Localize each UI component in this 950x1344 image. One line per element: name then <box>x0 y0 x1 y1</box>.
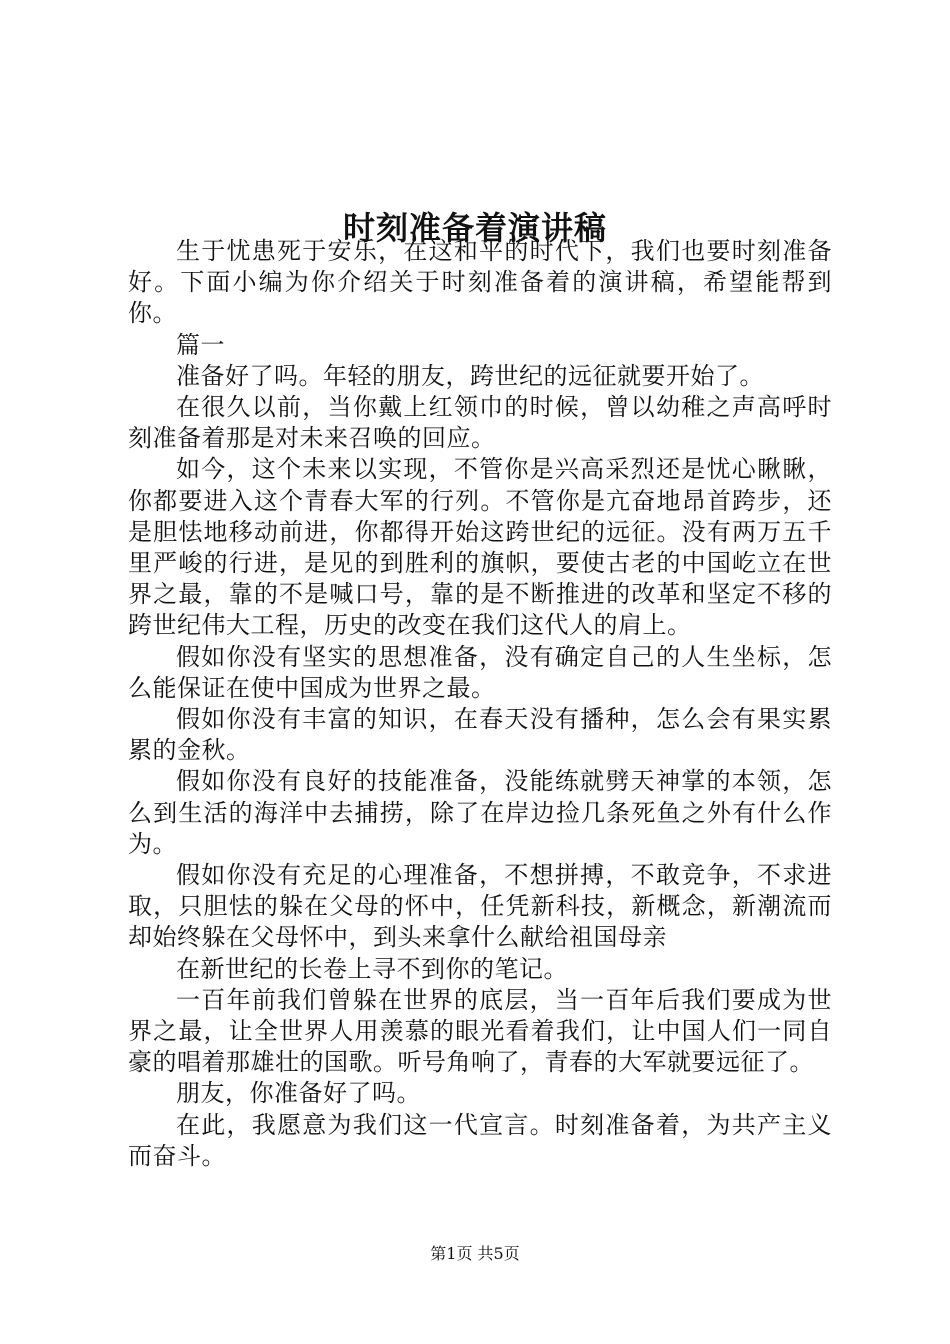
paragraph: 假如你没有坚实的思想准备，没有确定自己的人生坐标，怎么能保证在使中国成为世界之最。 <box>128 642 832 702</box>
document-body <box>128 236 832 1172</box>
document-title: 时刻准备着演讲稿 <box>342 209 607 248</box>
paragraph: 在很久以前，当你戴上红领巾的时候，曾以幼稚之声高呼时刻准备着那是对未来召唤的回应。 <box>128 393 832 453</box>
paragraph: 一百年前我们曾躲在世界的底层，当一百年后我们要成为世界之最，让全世界人用羡慕的眼光看着我们，让中国人们一同自豪的唱着那雄壮的国歌。听号角响了，青春的大军就要远征了。 <box>128 985 832 1077</box>
paragraph: 假如你没有丰富的知识，在春天没有播种，怎么会有果实累累的金秋。 <box>128 705 832 765</box>
paragraph: 如今，这个未来以实现，不管你是兴高采烈还是忧心瞅瞅，你都要进入这个青春大军的行列。不管你是亢奋地昂首跨步，还是胆怯地移动前进，你都得开始这跨世纪的远征。没有两万五千里严峻的行进，是见的到胜利的旗帜，要使古老的中国屹立在世界之最，靠的不是喊口号，靠的是不断推进的改革和坚定不移的跨世纪伟大工程，历史的改变在我们这代人的肩上。 <box>128 455 832 640</box>
page-number-footer: 第1页 共5页 <box>430 1244 520 1263</box>
paragraph: 生于忧患死于安乐，在这和平的时代下，我们也要时刻准备好。下面小编为你介绍关于时刻准备着的演讲稿，希望能帮到你。 <box>128 237 832 328</box>
paragraph: 朋友，你准备好了吗。 <box>176 1079 421 1108</box>
paragraph: 假如你没有充足的心理准备，不想拼搏，不敢竞争，不求进取，只胆怯的躲在父母的怀中，任凭新科技，新概念，新潮流而却始终躲在父母怀中，到头来拿什么献给祖国母亲 <box>128 861 832 952</box>
paragraph: 在此，我愿意为我们这一代宣言。时刻准备着，为共产主义而奋斗。 <box>128 1110 832 1170</box>
paragraph: 假如你没有良好的技能准备，没能练就劈天神掌的本领，怎么到生活的海洋中去捕捞，除了在岸边捡几条死鱼之外有什么作为。 <box>128 767 832 858</box>
paragraph: 准备好了吗。年轻的朋友，跨世纪的远征就要开始了。 <box>176 361 764 390</box>
section-heading: 篇一 <box>176 330 225 359</box>
paragraph: 在新世纪的长卷上寻不到你的笔记。 <box>176 954 568 983</box>
